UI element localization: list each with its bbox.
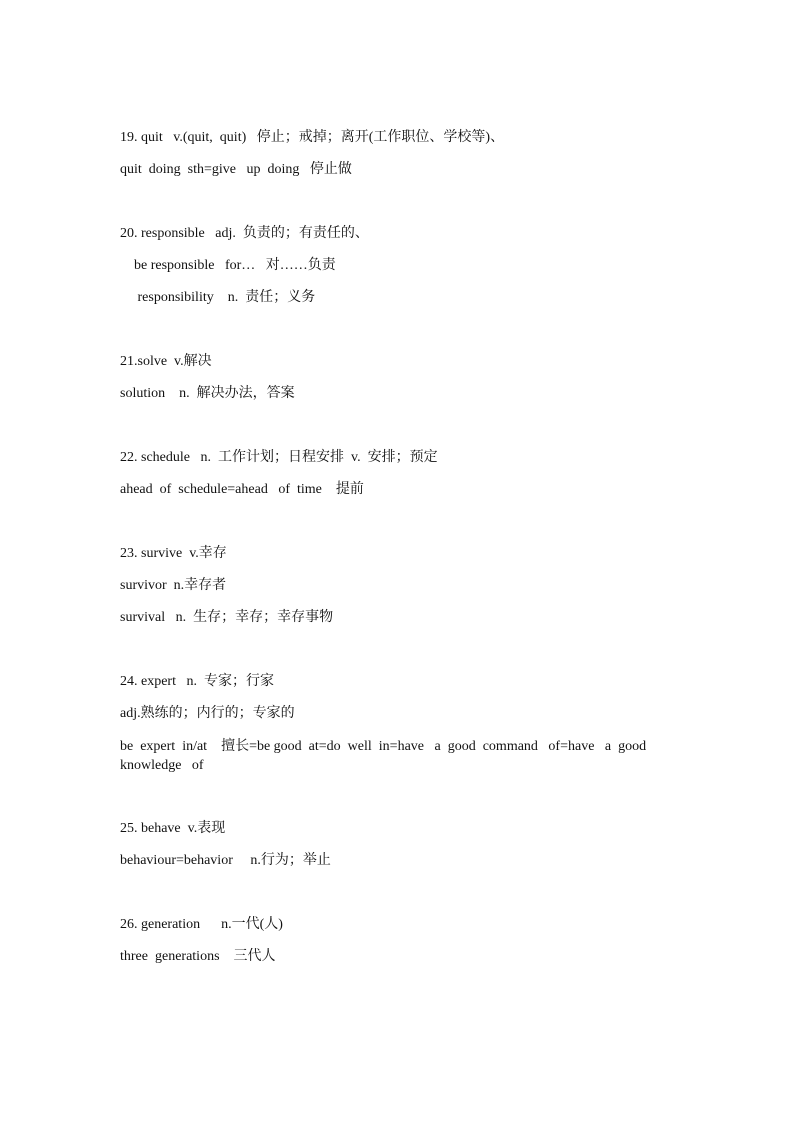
entry-20-usage: be responsible for… 对……负责 [120,258,336,273]
entry-24-usage: be expert in/at 擅长=be good at=do well in=have a good command of=have a good knowledge of [120,739,650,773]
entry-25-derivative: behaviour=behavior n.行为；举止 [120,853,331,868]
entry-23-headword: 23. survive v.幸存 [120,546,227,561]
entry-24-adjective: adj.熟练的；内行的；专家的 [120,706,295,721]
entry-22-usage: ahead of schedule=ahead of time 提前 [120,482,364,497]
entry-23-derivative-2: survival n. 生存；幸存；幸存事物 [120,610,334,625]
entry-20-headword: 20. responsible adj. 负责的；有责任的、 [120,226,369,241]
entry-26-usage: three generations 三代人 [120,949,276,964]
entry-21-headword: 21.solve v.解决 [120,354,212,369]
entry-25-headword: 25. behave v.表现 [120,821,226,836]
entry-19-headword: 19. quit v.(quit, quit) 停止；戒掉；离开(工作职位、学校等)、 [120,130,505,145]
entry-23-derivative-1: survivor n.幸存者 [120,578,227,593]
entry-21-derivative: solution n. 解决办法，答案 [120,386,295,401]
entry-24-headword: 24. expert n. 专家；行家 [120,674,274,689]
entry-26-headword: 26. generation n.一代(人) [120,917,283,932]
entry-20-derivative: responsibility n. 责任；义务 [120,290,316,305]
entry-19-usage: quit doing sth=give up doing 停止做 [120,162,352,177]
entry-22-headword: 22. schedule n. 工作计划；日程安排 v. 安排；预定 [120,450,438,465]
